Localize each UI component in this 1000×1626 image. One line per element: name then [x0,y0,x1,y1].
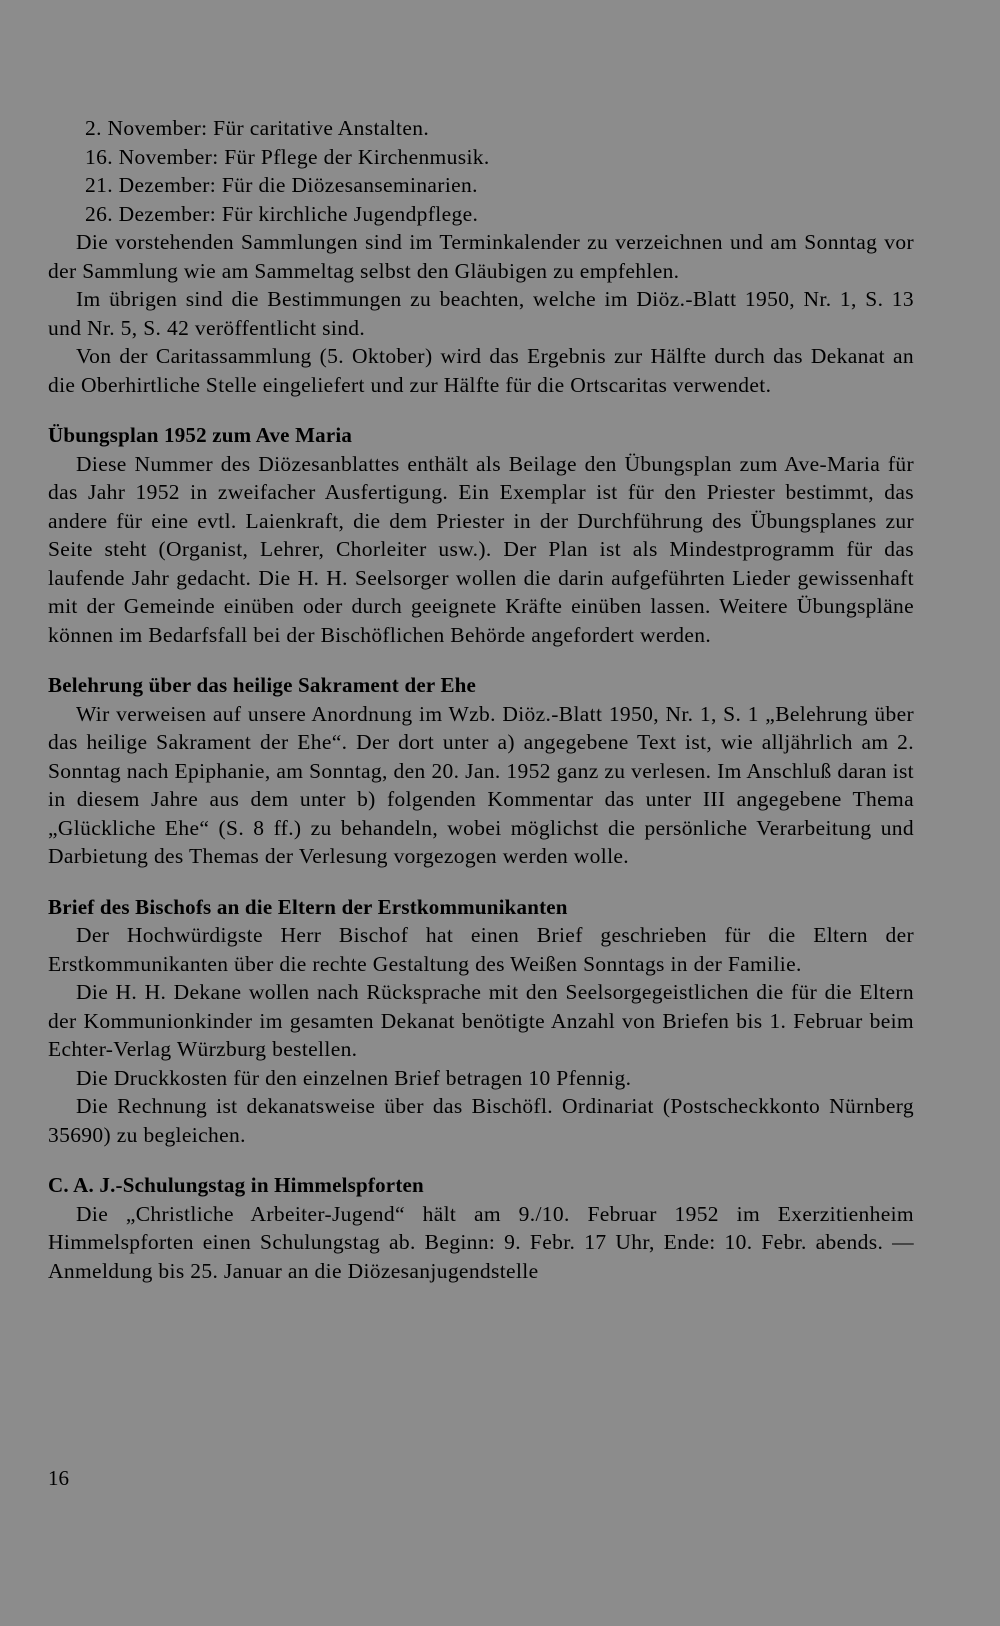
section-heading: C. A. J.-Schulungstag in Himmelspforten [48,1173,424,1197]
list-item: 26. Dezember: Für kirchliche Jugendpflege. [85,201,479,226]
paragraph: Der Hochwürdigste Herr Bischof hat einen Brief geschrieben für die Eltern der Erstkommunikanten über die rechte Gestaltung des Weißen Sonntags in der Familie. [48,923,914,976]
collection-dates-list [48,114,914,228]
page-number: 16 [48,1466,69,1490]
paragraph: Die „Christliche Arbeiter-Jugend“ hält am 9./10. Februar 1952 im Exerzitienheim Himmelspforten einen Schulungstag ab. Beginn: 9. Febr. 17 Uhr, Ende: 10. Febr. abends. — Anmeldung bis 25. Januar an die Diözesanjugendstelle [48,1201,914,1283]
section-heading: Brief des Bischofs an die Eltern der Erstkommunikanten [48,894,568,919]
list-item: 16. November: Für Pflege der Kirchenmusik. [85,144,490,169]
list-item: 2. November: Für caritative Anstalten. [85,116,430,140]
paragraph: Diese Nummer des Diözesanblattes enthält als Beilage den Übungsplan zum Ave-Maria für das Jahr 1952 in zweifacher Ausfertigung. Ein Exemplar ist für den Priester bestimmt, das andere für eine evtl. Laienkraft, die dem Priester in der Durchführung des Übungsplanes zur Seite steht (Organist, Lehrer, Chorleiter usw.). Der Plan ist als Mindestprogramm für das laufende Jahr gedacht. Die H. H. Seelsorger wollen die darin aufgeführten Lieder gewissenhaft mit der Gemeinde einüben oder durch geeignete Kräfte einüben lassen. Weitere Übungspläne können im Bedarfsfall bei der Bischöflichen Behörde angefordert werden. [48,451,914,647]
text-column [48,114,914,1285]
list-item: 21. Dezember: Für die Diözesanseminarien. [85,173,478,197]
paragraph: Wir verweisen auf unsere Anordnung im Wzb. Diöz.-Blatt 1950, Nr. 1, S. 1 „Belehrung über das heilige Sakrament der Ehe“. Der dort unter a) angegebene Text ist, wie alljährlich am 2. Sonntag nach Epiphanie, am Sonntag, den 20. Jan. 1952 ganz zu verlesen. Im Anschluß daran ist in diesem Jahre aus dem unter b) folgenden Kommentar das unter III angegebene Thema „Glückliche Ehe“ (S. 8 ff.) zu behandeln, wobei möglichst die persönliche Verarbeitung und Darbietung des Themas der Verlesung vorgezogen werden wolle. [48,701,914,868]
paragraph: Die Druckkosten für den einzelnen Brief betragen 10 Pfennig. [76,1065,632,1090]
paragraph: Die H. H. Dekane wollen nach Rücksprache mit den Seelsorgegeistlichen die für die Eltern der Kommunionkinder im gesamten Dekanat benötigte Anzahl von Briefen bis 1. Februar beim Echter-Verlag Würzburg bestellen. [48,980,914,1061]
section-heading: Übungsplan 1952 zum Ave Maria [48,423,353,447]
paragraph: Die Rechnung ist dekanatsweise über das Bischöfl. Ordinariat (Postscheckkonto Nürnberg 35690) zu begleichen. [48,1094,914,1147]
paragraph: Die vorstehenden Sammlungen sind im Terminkalender zu verzeichnen und am Sonntag vor der Sammlung wie am Sammeltag selbst den Gläubigen zu empfehlen. [48,230,914,283]
paragraph: Im übrigen sind die Bestimmungen zu beachten, welche im Diöz.-Blatt 1950, Nr. 1, S. 13 und Nr. 5, S. 42 veröffentlicht sind. [48,287,914,340]
section-heading: Belehrung über das heilige Sakrament der Ehe [48,673,477,697]
paragraph: Von der Caritassammlung (5. Oktober) wird das Ergebnis zur Hälfte durch das Dekanat an die Oberhirtliche Stelle eingeliefert und zur Hälfte für die Ortscaritas verwendet. [48,344,914,397]
